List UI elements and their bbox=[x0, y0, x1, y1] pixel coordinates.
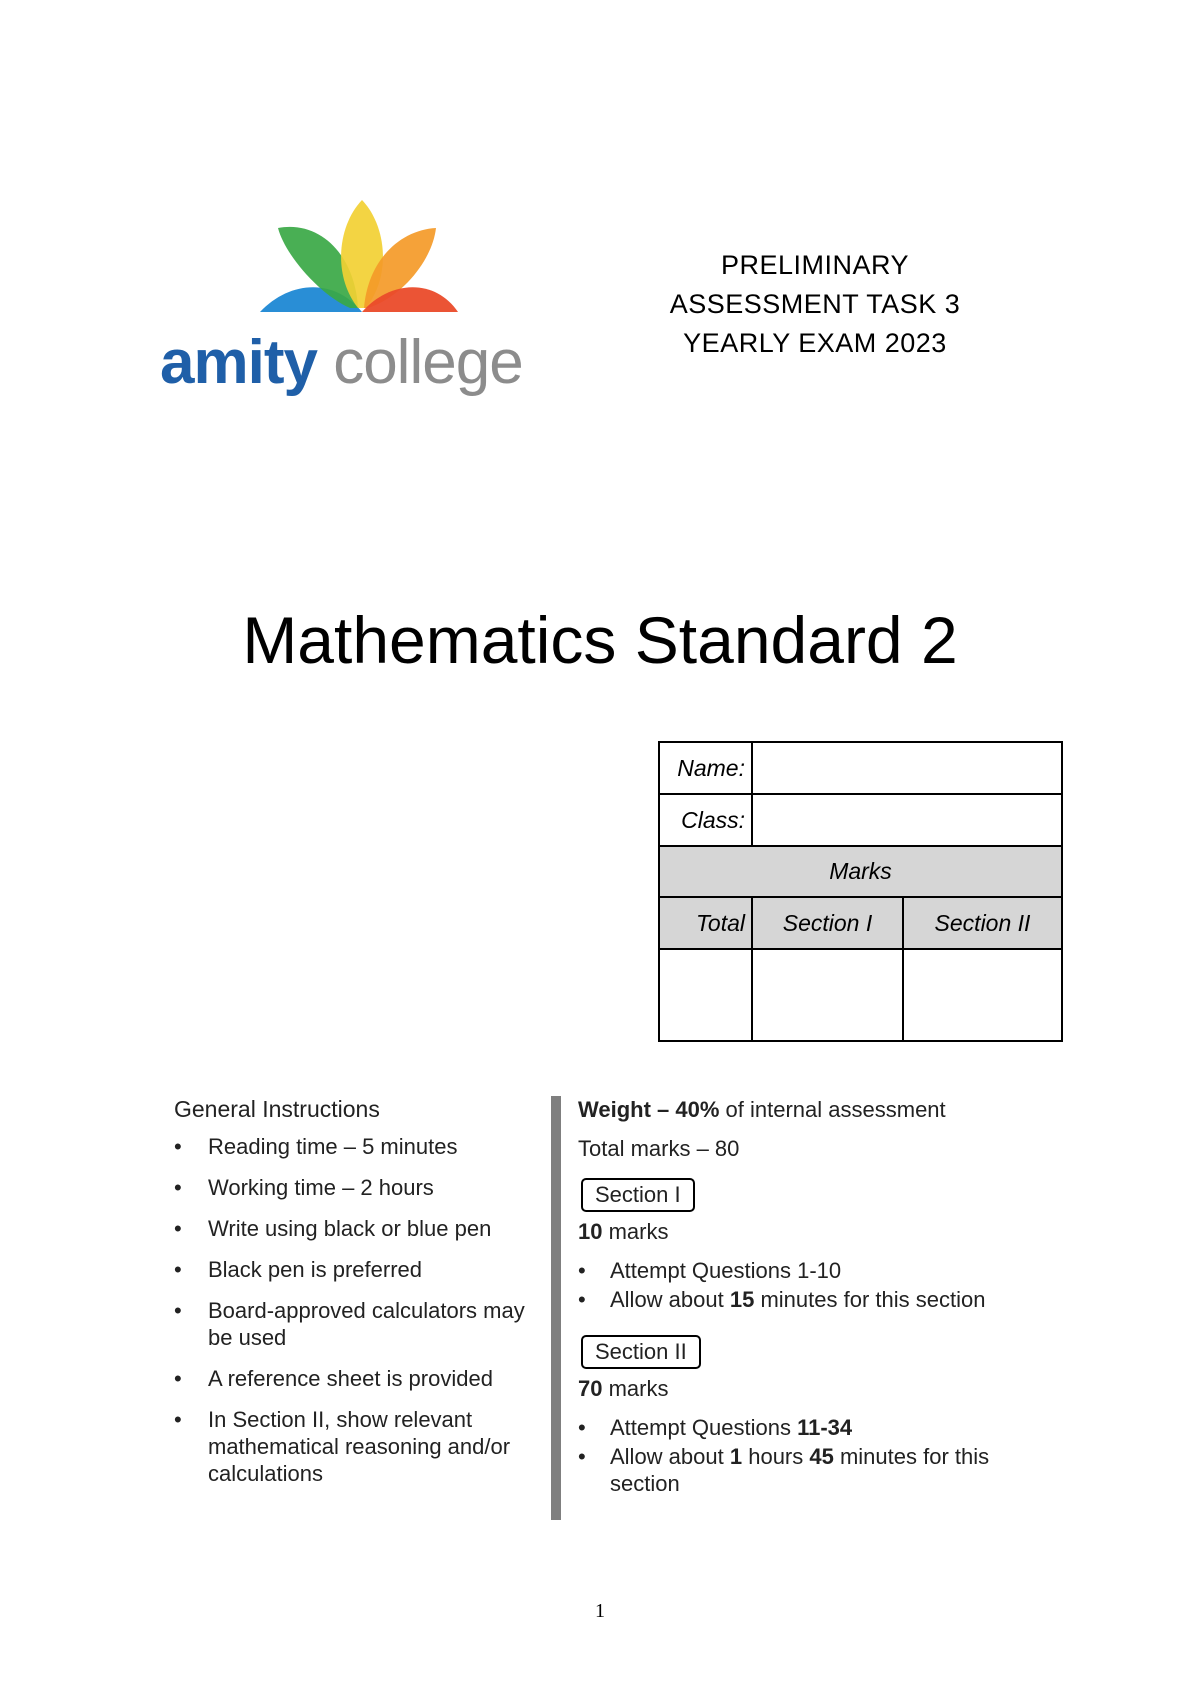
name-field[interactable] bbox=[752, 742, 1062, 794]
header-line-3: YEARLY EXAM 2023 bbox=[683, 328, 947, 358]
general-instructions bbox=[174, 1096, 544, 1501]
section-2-heading: Section II bbox=[903, 897, 1062, 949]
section-1-questions-range: 1-10 bbox=[797, 1258, 842, 1283]
section-1-marks-word: marks bbox=[602, 1219, 669, 1244]
section-2-marks-number: 70 bbox=[578, 1376, 603, 1401]
section-2-time-suffix: minutes for this section bbox=[610, 1444, 990, 1496]
section-2-marks bbox=[578, 1375, 1038, 1402]
section-1-label: Section I bbox=[581, 1178, 695, 1212]
section-2-time-prefix: Allow about bbox=[610, 1444, 730, 1469]
list-item bbox=[578, 1257, 1038, 1284]
weight-suffix: of internal assessment bbox=[719, 1097, 946, 1122]
weight-label: Weight – bbox=[578, 1097, 676, 1122]
section-2-time-mid: hours bbox=[742, 1444, 810, 1469]
general-instructions-list bbox=[174, 1133, 544, 1487]
weight-value: 40% bbox=[675, 1097, 720, 1122]
marks-heading: Marks bbox=[659, 846, 1062, 897]
section-2-list bbox=[578, 1414, 1038, 1497]
section-1-time-value: 15 bbox=[729, 1287, 755, 1312]
section-2-block bbox=[578, 1331, 1038, 1497]
list-item bbox=[578, 1443, 1038, 1497]
class-label: Class: bbox=[659, 794, 752, 846]
logo-word-college: college bbox=[333, 328, 523, 397]
page-title: Mathematics Standard 2 bbox=[242, 603, 958, 677]
total-marks: Total marks – 80 bbox=[578, 1136, 740, 1161]
name-label: Name: bbox=[659, 742, 752, 794]
section-2-mark-cell[interactable] bbox=[903, 949, 1062, 1041]
section-1-time-suffix: minutes for this section bbox=[754, 1287, 986, 1312]
list-item: • Working time – 2 hours bbox=[174, 1174, 544, 1201]
header-line-2: ASSESSMENT TASK 3 bbox=[669, 289, 961, 319]
class-field[interactable] bbox=[752, 794, 1062, 846]
general-instructions-heading: General Instructions bbox=[174, 1096, 380, 1122]
total-heading: Total bbox=[659, 897, 752, 949]
exam-header bbox=[660, 246, 970, 363]
list-item: • A reference sheet is provided bbox=[174, 1365, 544, 1392]
list-item bbox=[578, 1286, 1038, 1313]
column-divider bbox=[551, 1096, 561, 1520]
weight-line bbox=[578, 1096, 1038, 1123]
section-1-mark-cell[interactable] bbox=[752, 949, 903, 1041]
logo-word-amity: amity bbox=[160, 328, 317, 397]
weight-information bbox=[578, 1096, 1038, 1515]
section-1-block bbox=[578, 1174, 1038, 1313]
logo-wordmark bbox=[160, 328, 523, 398]
section-2-label: Section II bbox=[581, 1335, 701, 1369]
section-2-marks-word: marks bbox=[602, 1376, 669, 1401]
page-number: 1 bbox=[595, 1600, 605, 1622]
college-logo bbox=[160, 200, 560, 400]
section-1-heading: Section I bbox=[752, 897, 903, 949]
section-1-marks-number: 10 bbox=[578, 1219, 603, 1244]
section-1-time-prefix: Allow about bbox=[610, 1287, 730, 1312]
marks-table bbox=[658, 741, 1063, 1042]
section-2-time-hours: 1 bbox=[729, 1444, 743, 1469]
total-mark-cell[interactable] bbox=[659, 949, 752, 1041]
section-1-marks bbox=[578, 1218, 1038, 1245]
list-item: • Write using black or blue pen bbox=[174, 1215, 544, 1242]
list-item: • Black pen is preferred bbox=[174, 1256, 544, 1283]
list-item: • Reading time – 5 minutes bbox=[174, 1133, 544, 1160]
section-1-list bbox=[578, 1257, 1038, 1313]
header-line-1: PRELIMINARY bbox=[720, 250, 910, 280]
flower-logo-icon bbox=[250, 200, 465, 318]
list-item bbox=[578, 1414, 1038, 1441]
section-1-questions-text: Attempt Questions bbox=[610, 1258, 798, 1283]
list-item: • Board-approved calculators may be used bbox=[174, 1297, 544, 1351]
section-2-questions-range: 11-34 bbox=[797, 1415, 853, 1440]
section-2-questions-text: Attempt Questions bbox=[610, 1415, 798, 1440]
section-2-time-minutes: 45 bbox=[809, 1444, 834, 1469]
list-item: • In Section II, show relevant mathematical reasoning and/or calculations bbox=[174, 1406, 544, 1487]
